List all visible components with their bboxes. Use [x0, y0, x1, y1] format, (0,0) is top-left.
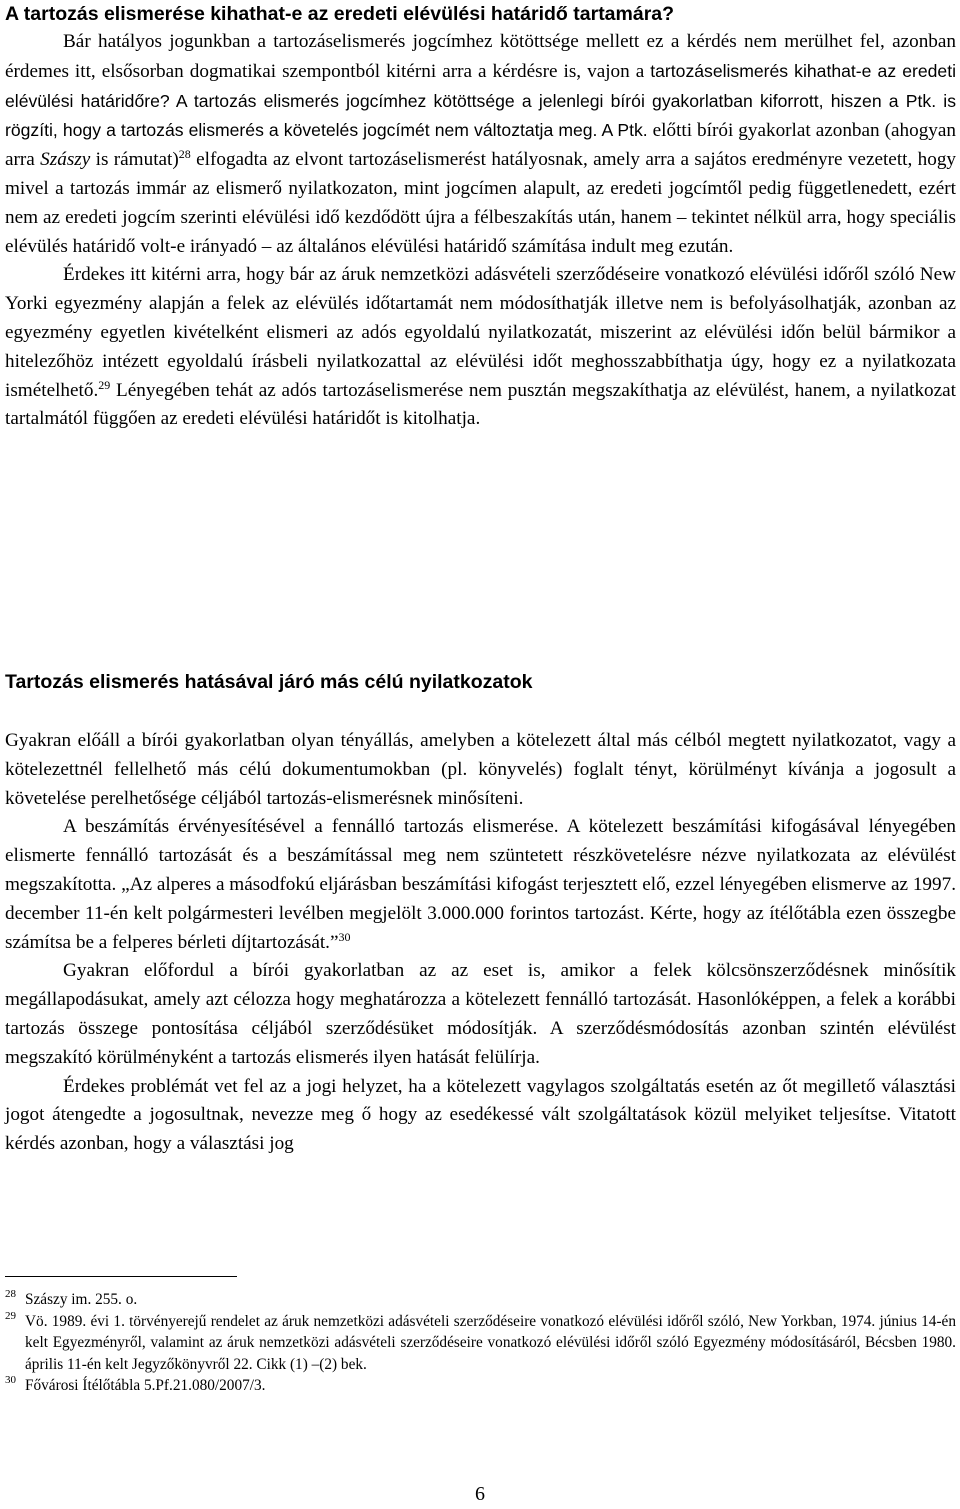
footnote-number: 28	[5, 1288, 16, 1300]
section2-body	[5, 727, 956, 1159]
footnote-text: Fővárosi Ítélőtábla 5.Pf.21.080/2007/3.	[25, 1377, 266, 1394]
paragraph	[5, 261, 956, 434]
paragraph-text: elfogadta az elvont tartozáselismerést hatályosnak, amely arra a sajátos eredményre vezetett, hogy mivel a tartozás immár az elismerő nyilatkozaton, mint jogcímen alapult, az eredeti jogcímtől pedig függetlenedett, ezért nem az eredeti jogcím szerinti elévülési idő kezdődött újra a félbeszakítás után, hanem – tekintet nélkül arra, hogy speciális elévülés határidő volt-e irányadó – az általános elévülési határidő számítása indult meg ezután.	[5, 149, 957, 257]
paragraph-text-sans: tartozáselismerés kihathat-e az eredeti elévülési határidőre? A tartozás elismerés jogcímhez kötöttsége a jelenlegi bírói gyakorlatban kiforrott, hiszen a Ptk. is rögzíti, hogy a tartozás elismerés a követelés jogcímét nem változtatja meg. A Ptk.	[5, 60, 956, 141]
footnote-text: Vö. 1989. évi 1. törvényerejű rendelet az áruk nemzetközi adásvételi szerződéseire vonatkozó elévülési időről szóló, New Yorkban, 1974. június 14-én kelt Egyezményről, valamint az áruk nemzetközi adásvételi szerződéseire vonatkozó elévülési időről szóló Egyezmény módosításáról, Bécsben 1980. április 11-én kelt Jegyzőkönyvről 22. Cikk (1) –(2) bek.	[25, 1312, 956, 1373]
section-heading: Tartozás elismerés hatásával járó más célú nyilatkozatok	[5, 671, 533, 693]
paragraph-text: is rámutat)	[90, 149, 179, 171]
footnote-number: 29	[5, 1309, 16, 1322]
footnote	[5, 1289, 956, 1311]
footnote-ref[interactable]: 29	[98, 377, 111, 392]
paragraph-text: előtti bírói gyakorlat azonban (ahogyan arra	[5, 120, 956, 171]
footnotes	[5, 1289, 956, 1397]
paragraph	[5, 28, 956, 261]
paragraph-text: Bár hatályos jogunkban a tartozáselismerés jogcímhez kötöttsége mellett ez a kérdés nem merülhet fel, azonban érdemes itt, elsősorban dogmatikai szempontból kitérni arra a kérdésre is, vajon a	[5, 31, 956, 82]
paragraph-text: Lényegében tehát az adós tartozáselismerése nem pusztán megszakíthatja az elévülést, hanem, a nyilatkozat tartalmától függően az eredeti elévülési határidőt is kitolhatja.	[5, 379, 956, 430]
paragraph: Gyakran előfordul a bírói gyakorlatban az az eset is, amikor a felek kölcsönszerződésnek minősítik megállapodásukat, amely azt célozza hogy meghatározza a kötelezett fennálló tartozását. Hasonlóképpen, a felek a korábbi tartozás összege pontosítása céljából szerződésüket módosítják. A szerződésmódosítás azonban szintén elévülést megszakító körülményként a tartozás elismerés ilyen hatását felülírja.	[5, 960, 956, 1068]
author-name: Szászy	[40, 149, 91, 171]
paragraph: Gyakran előáll a bírói gyakorlatban olyan tényállás, amelyben a kötelezett által más célból megtett nyilatkozatot, vagy a kötelezettnél fellelhető más célú dokumentumokban (pl. könyvelés) foglalt tényt, körülményt kívánja a jogosult a követelése perelhetősége céljából tartozás-elismerésnek minősíteni.	[5, 730, 956, 809]
paragraph	[5, 813, 956, 957]
section1-body	[5, 28, 956, 434]
paragraph: Érdekes problémát vet fel az a jogi helyzet, ha a kötelezett vagylagos szolgáltatás esetén az őt megillető választási jogot átengedte a jogosultnak, nevezze meg ő hogy az esedékessé vált szolgáltatások közül melyiket teljesítse. Vitatott kérdés azonban, hogy a választási jog	[5, 1075, 956, 1155]
footnote-ref[interactable]: 28	[178, 147, 191, 162]
section-title: A tartozás elismerése kihathat-e az eredeti elévülési határidő tartamára?	[5, 3, 675, 25]
footnote-text: Szászy im. 255. o.	[25, 1291, 138, 1308]
page-number: 6	[475, 1483, 485, 1505]
paragraph-text: Érdekes itt kitérni arra, hogy bár az áruk nemzetközi adásvételi szerződéseire vonatkozó elévülési időről szóló New Yorki egyezmény alapján a felek az elévülés időtartamát nem módosíthatják illetve nem is befolyásolhatják, azonban az egyezmény egyetlen kivételként elismeri az adós egyoldalú nyilatkozatát, miszerint az elévülési időn belül bármikor a hitelezőhöz intézett egyoldalú írásbeli nyilatkozattal az elévülési időt meghosszabbíthatja úgy, hogy ez a nyilatkozata ismételhető.	[5, 264, 956, 401]
footnote-number: 30	[5, 1374, 16, 1386]
footnote-ref[interactable]: 30	[338, 929, 351, 944]
paragraph-text: A beszámítás érvényesítésével a fennálló tartozás elismerése. A kötelezett beszámítási kifogásával lényegében elismerte fennálló tartozását és a beszámítással meg nem szüntetett részkövetelésre nézve nyilatkozata az elévülést megszakította. „Az alperes a másodfokú eljárásban beszámítási kifogást terjesztett elő, ezzel lényegében elismerve az 1997. december 11-én kelt polgármesteri levélben megjelölt 3.000.000 forintos tartozást. Kérte, hogy az ítélőtábla ezen összegbe számítsa be a felperes bérleti díjtartozását.”	[5, 816, 956, 953]
footnote-separator	[5, 1276, 237, 1277]
footnote	[5, 1311, 956, 1376]
footnote	[5, 1375, 956, 1397]
